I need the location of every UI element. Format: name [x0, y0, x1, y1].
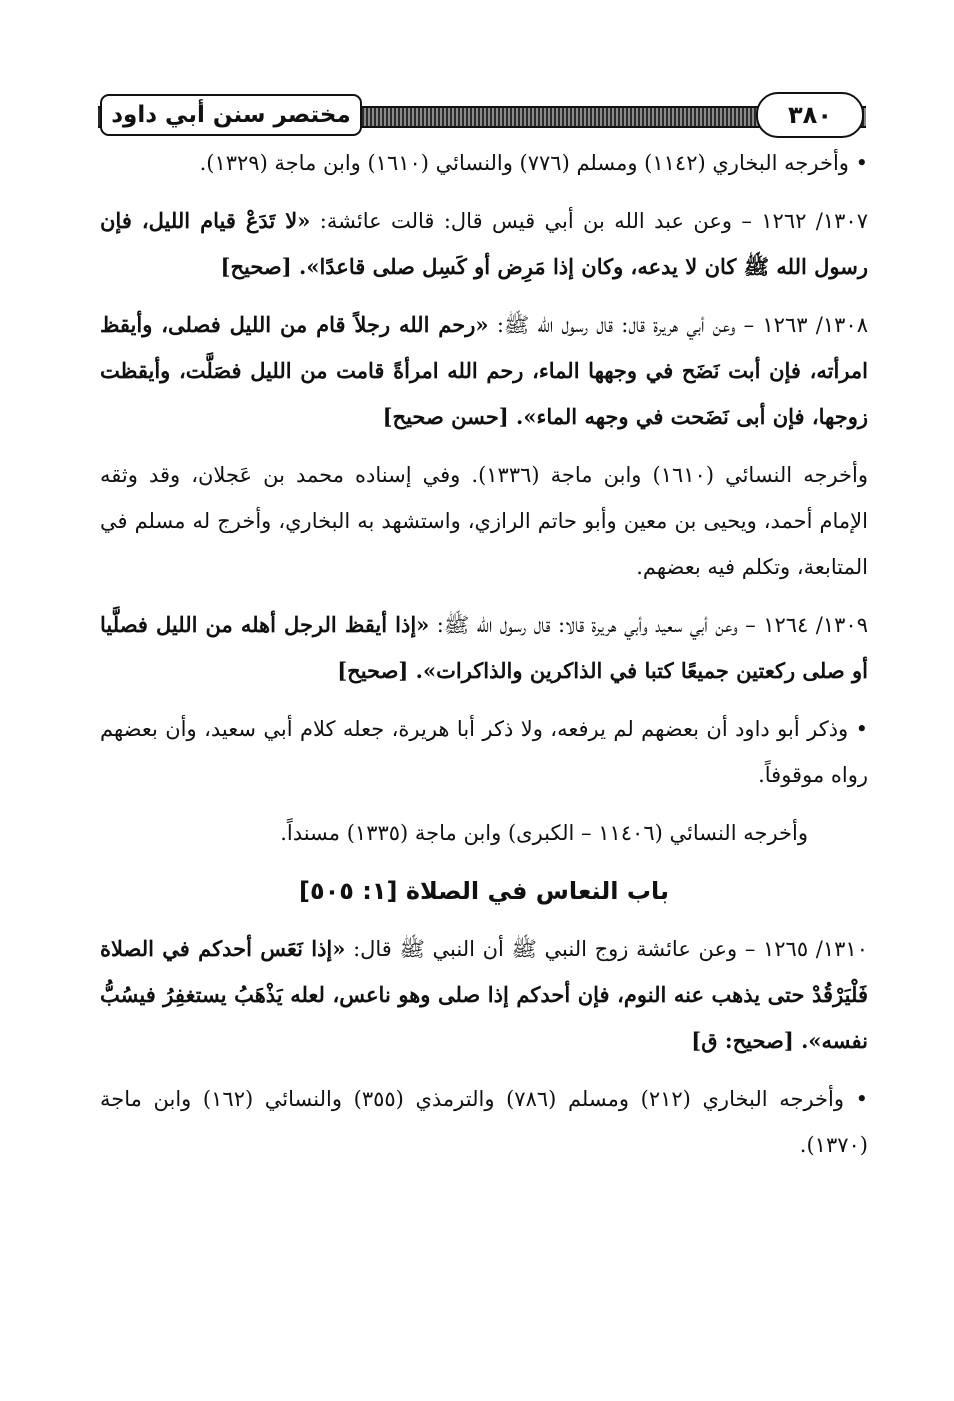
hadith-number-chain: ١٣٠٨/ ١٢٦٣ – وعن أبي هريرة قال: قال رسول الله ﷺ: — [496, 313, 868, 337]
hadith-1307 — [100, 198, 868, 290]
hadith-text: «إذا نَعَس أحدكم في الصلاة فَلْيَرْقُدْ حتى يذهب عنه النوم، فإن أحدكم إذا صلى وهو ناعس، لعله يَذْهَبُ يستغفِرُ فيسُبُّ نفسه». [صحيح: ق] — [100, 936, 868, 1053]
page-header — [98, 90, 866, 140]
hadith-text: «إذا أيقظ الرجل أهله من الليل فصلَّيا أو صلى ركعتين جميعًا كتبا في الذاكرين والذاكرات». [صحيح] — [100, 612, 868, 683]
footnote-paragraph: • وأخرجه البخاري (١١٤٢) ومسلم (٧٧٦) والنسائي (١٦١٠) وابن ماجة (١٣٢٩). — [100, 140, 868, 186]
takhrij-paragraph: وأخرجه النسائي (١١٤٠٦ – الكبرى) وابن ماجة (١٣٣٥) مسنداً. — [280, 821, 808, 845]
hadith-text: «لا تَدَعْ قيام الليل، فإن رسول الله ﷺ كان لا يدعه، وكان إذا مَرِض أو كَسِل صلى قاعدًا». [صحيح] — [100, 208, 868, 279]
footnote-paragraph: • وذكر أبو داود أن بعضهم لم يرفعه، ولا ذكر أبا هريرة، جعله كلام أبي سعيد، وأن بعضهم رواه موقوفاً. — [100, 706, 868, 798]
hadith-text: «رحم الله رجلاً قام من الليل فصلى، وأيقظ امرأته، فإن أبت نَضَح في وجهها الماء، رحم الله امرأةً قامت من الليل فصَلَّت، وأيقظت زوجها، فإن أبى نَضَحت في وجهه الماء». [حسن صحيح] — [100, 312, 868, 429]
hadith-1310 — [100, 926, 868, 1064]
page-content — [100, 140, 868, 1180]
section-heading: باب النعاس في الصلاة [١: ٥٠٥] — [298, 877, 670, 905]
hadith-1308 — [100, 302, 868, 440]
book-title: مختصر سنن أبي داود — [100, 94, 362, 136]
hadith-1309 — [100, 602, 868, 694]
hadith-number-chain: ١٣٠٩/ ١٢٦٤ – وعن أبي سعيد وأبي هريرة قالا: قال رسول الله ﷺ: — [436, 613, 868, 637]
hadith-number-chain: ١٣١٠/ ١٢٦٥ – وعن عائشة زوج النبي ﷺ أن النبي ﷺ قال: — [353, 937, 868, 961]
hadith-number-chain: ١٣٠٧/ ١٢٦٢ – وعن عبد الله بن أبي قيس قال: قالت عائشة: — [319, 209, 868, 233]
footnote-paragraph: • وأخرجه البخاري (٢١٢) ومسلم (٧٨٦) والترمذي (٣٥٥) والنسائي (١٦٢) وابن ماجة (١٣٧٠). — [100, 1076, 868, 1168]
page-number: ٣٨٠ — [756, 92, 864, 138]
takhrij-paragraph: وأخرجه النسائي (١٦١٠) وابن ماجة (١٣٣٦). وفي إسناده محمد بن عَجلان، وقد وثقه الإمام أحمد، ويحيى بن معين وأبو حاتم الرازي، واستشهد به البخاري، وأخرج له مسلم في المتابعة، وتكلم فيه بعضهم. — [100, 463, 868, 579]
